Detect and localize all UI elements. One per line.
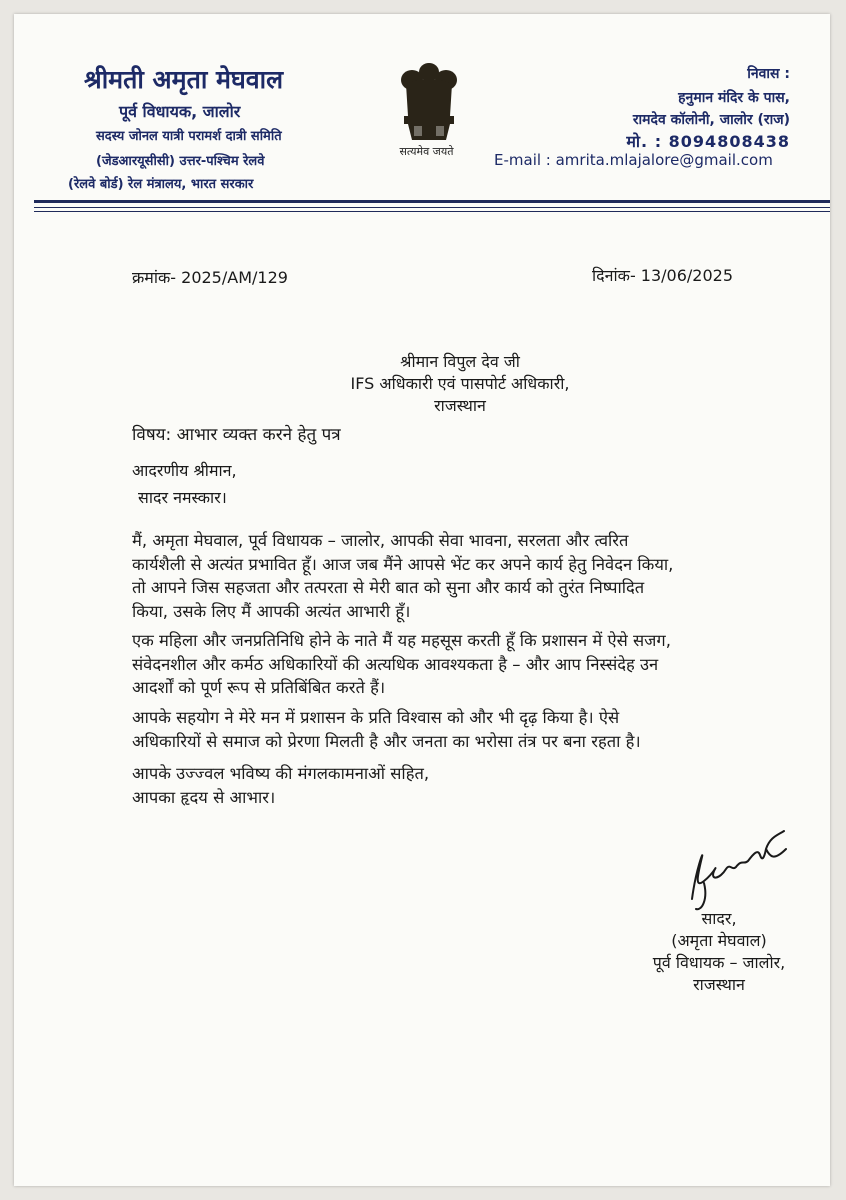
committee-line-2: (जेडआरयूसीसी) उत्तर-पश्चिम रेलवे — [96, 154, 265, 169]
paragraph-line: किया, उसके लिए मैं आपकी अत्यंत आभारी हूँ। — [132, 601, 411, 621]
committee-line-1: सदस्य जोनल यात्री परामर्श दात्री समिति — [96, 129, 282, 144]
salutation: आदरणीय श्रीमान, — [132, 461, 237, 480]
recipient-line-3: राजस्थान — [434, 396, 486, 415]
letter-date: दिनांक- 13/06/2025 — [592, 266, 734, 285]
email-address: E-mail : amrita.mlajalore@gmail.com — [494, 151, 773, 169]
header-rule-thick — [34, 200, 830, 203]
paragraph-line: आपके उज्ज्वल भविष्य की मंगलकामनाओं सहित, — [132, 764, 430, 783]
paragraph-line: आदर्शों को पूर्ण रूप से प्रतिबिंबित करते हैं। — [132, 678, 386, 697]
closing-line-3: पूर्व विधायक – जालोर, — [652, 953, 786, 972]
address-line-2: रामदेव कॉलोनी, जालोर (राज) — [632, 112, 790, 128]
mobile-number: मो. : 8094808438 — [626, 132, 790, 151]
paragraph-line: आपके सहयोग ने मेरे मन में प्रशासन के प्रति विश्वास को और भी दृढ़ किया है। ऐसे — [132, 708, 620, 727]
committee-line-3: (रेलवे बोर्ड) रेल मंत्रालय, भारत सरकार — [68, 177, 254, 192]
subject-line: विषय: आभार व्यक्त करने हेतु पत्र — [132, 425, 341, 445]
header-rule-thin — [34, 207, 830, 208]
signature — [674, 819, 804, 914]
closing-line-1: सादर, — [701, 909, 737, 928]
recipient-line-1: श्रीमान विपुल देव जी — [400, 352, 520, 371]
paragraph-3 — [132, 706, 772, 753]
paragraph-line: तो आपने जिस सहजता और तत्परता से मेरी बात को सुना और कार्य को तुरंत निष्पादित — [132, 578, 645, 597]
paragraph-line: संवेदनशील और कर्मठ अधिकारियों की अत्यधिक आवश्यकता है – और आप निस्संदेह उन — [132, 654, 659, 674]
paragraph-4 — [132, 762, 772, 809]
address-line-1: हनुमान मंदिर के पास, — [678, 90, 790, 106]
letter-page — [14, 14, 830, 1186]
sender-name: श्रीमती अमृता मेघवाल — [84, 65, 284, 94]
paragraph-2 — [132, 629, 772, 700]
paragraph-1 — [132, 529, 772, 623]
emblem-motto: सत्यमेव जयते — [399, 145, 454, 158]
address-label: निवास : — [747, 66, 790, 82]
paragraph-line: अधिकारियों से समाज को प्रेरणा मिलती है और जनता का भरोसा तंत्र पर बना रहता है। — [132, 731, 641, 751]
paragraph-line: मैं, अमृता मेघवाल, पूर्व विधायक – जालोर, आपकी सेवा भावना, सरलता और त्वरित — [132, 531, 629, 550]
closing-line-2: (अमृता मेघवाल) — [671, 931, 767, 950]
sender-title: पूर्व विधायक, जालोर — [119, 102, 241, 121]
paragraph-line: एक महिला और जनप्रतिनिधि होने के नाते मैं यह महसूस करती हूँ कि प्रशासन में ऐसे सजग, — [132, 631, 671, 650]
header-rule-thin — [34, 211, 830, 212]
greeting: सादर नमस्कार। — [138, 488, 227, 507]
recipient-line-2: IFS अधिकारी एवं पासपोर्ट अधिकारी, — [350, 374, 570, 393]
paragraph-line: कार्यशैली से अत्यंत प्रभावित हूँ। आज जब मैंने आपसे भेंट कर अपने कार्य हेतु निवेदन किया, — [132, 554, 674, 574]
reference-number: क्रमांक- 2025/AM/129 — [132, 268, 288, 287]
closing-line-4: राजस्थान — [693, 975, 745, 994]
paragraph-line: आपका हृदय से आभार। — [132, 787, 276, 807]
